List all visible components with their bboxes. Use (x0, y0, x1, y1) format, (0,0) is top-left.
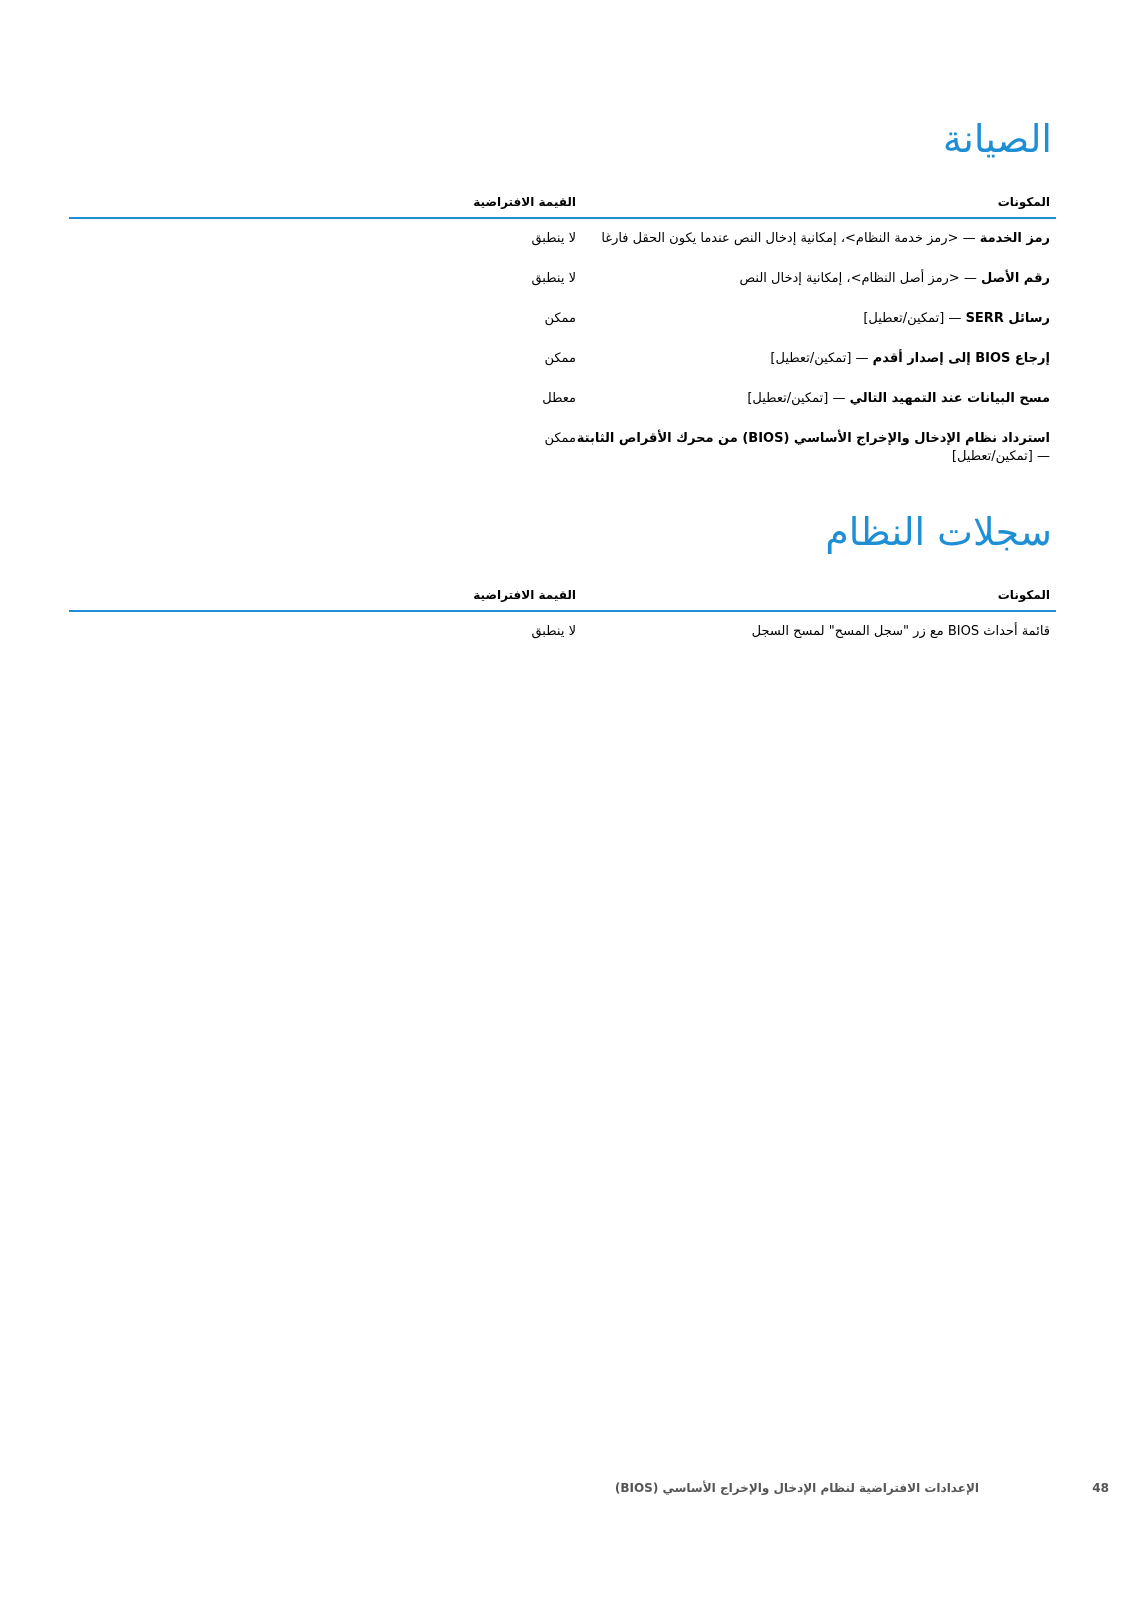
row-option (576, 230, 1056, 259)
header-option: المكونات (997, 195, 1050, 209)
row-label: رسائل SERR (965, 311, 1050, 326)
maintenance-table (69, 187, 1056, 466)
maintenance-section (69, 115, 1056, 466)
table-row (69, 612, 1056, 652)
row-desc: — [تمكين/تعطيل] (747, 391, 850, 406)
row-label: مسح البيانات عند التمهيد التالي (849, 391, 1050, 406)
table-header (69, 580, 1056, 612)
row-default: لا ينطبق (531, 271, 576, 286)
header-option: المكونات (997, 588, 1050, 602)
row-desc: — <رمز أصل النظام>، إمكانية إدخال النص (739, 271, 981, 286)
footer-title: الإعدادات الافتراضية لنظام الإدخال والإخراج الأساسي (BIOS) (614, 1481, 979, 1495)
row-default: ممكن (544, 351, 576, 366)
row-default: لا ينطبق (531, 624, 576, 639)
table-row (69, 259, 1056, 299)
row-default: معطل (542, 391, 576, 406)
header-default: القيمة الافتراضية (473, 588, 576, 602)
page-footer (69, 1481, 1109, 1505)
header-default: القيمة الافتراضية (473, 195, 576, 209)
row-option (576, 390, 1056, 419)
row-label: رمز الخدمة (979, 231, 1050, 246)
table-row (69, 339, 1056, 379)
row-default: ممكن (544, 311, 576, 326)
table-row (69, 379, 1056, 419)
row-default: ممكن (544, 431, 576, 446)
row-option (576, 270, 1056, 299)
row-option (576, 310, 1056, 339)
row-desc: — <رمز خدمة النظام>، إمكانية إدخال النص عندما يكون الحقل فارغا (601, 231, 980, 246)
page-number: 48 (1092, 1481, 1109, 1495)
table-row (69, 419, 1056, 466)
row-option (576, 350, 1056, 379)
table-row (69, 219, 1056, 259)
system-logs-table (69, 580, 1056, 652)
row-desc: قائمة أحداث BIOS مع زر "سجل المسح" لمسح السجل (751, 624, 1050, 639)
table-row (69, 299, 1056, 339)
row-option (576, 430, 1056, 466)
row-default: لا ينطبق (531, 231, 576, 246)
row-desc: — [تمكين/تعطيل] (951, 449, 1050, 464)
section-title-maintenance: الصيانة (942, 117, 1052, 161)
row-label: إرجاع BIOS إلى إصدار أقدم (872, 351, 1050, 366)
row-desc: — [تمكين/تعطيل] (863, 311, 966, 326)
system-logs-section (69, 508, 1056, 652)
table-header (69, 187, 1056, 219)
row-desc: — [تمكين/تعطيل] (770, 351, 873, 366)
row-label: استرداد نظام الإدخال والإخراج الأساسي (BIOS) من محرك الأقراص الثابتة (576, 431, 1050, 446)
row-label: رقم الأصل (980, 271, 1050, 286)
section-title-system-logs: سجلات النظام (825, 510, 1052, 554)
